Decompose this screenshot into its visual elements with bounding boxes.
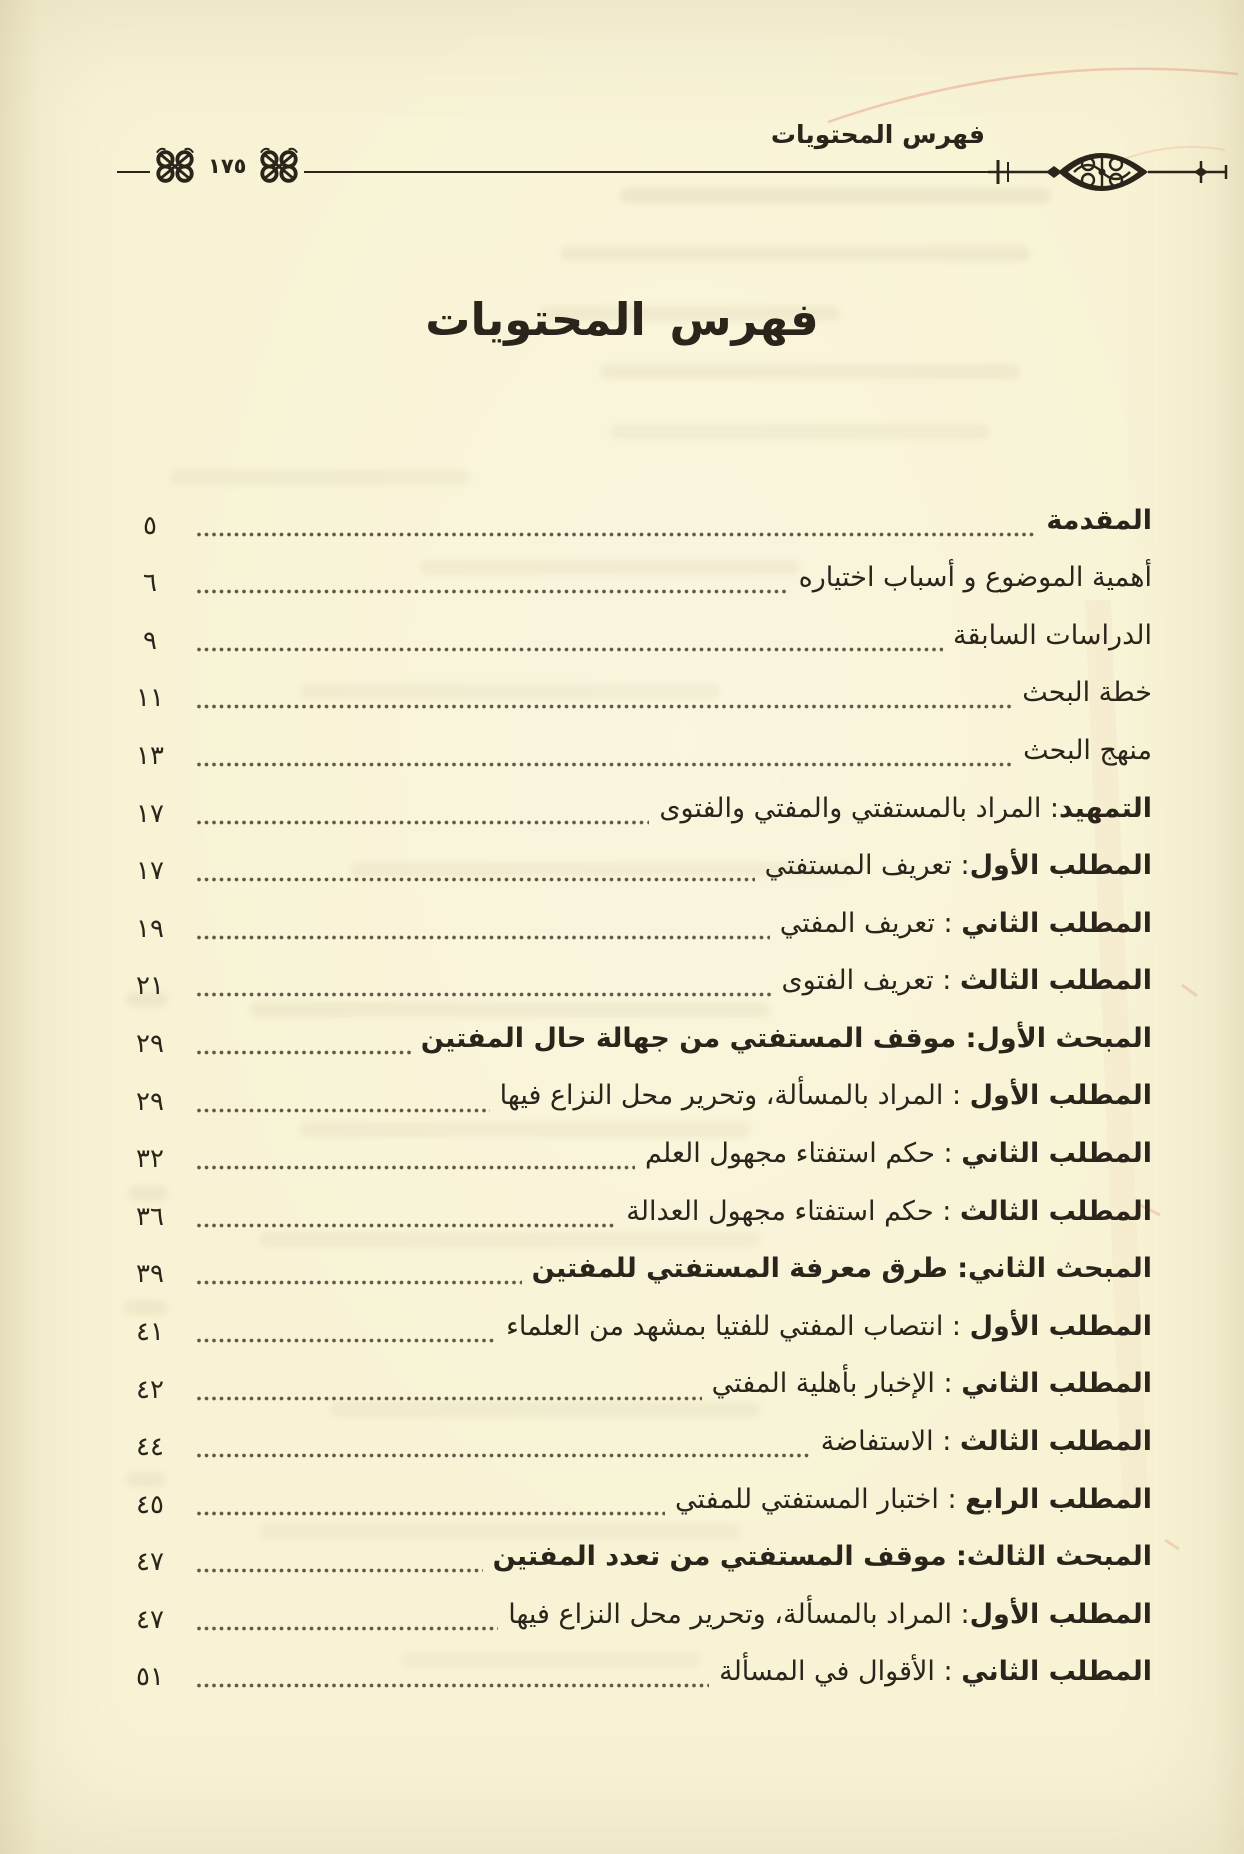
dotted-leader: [196, 1683, 709, 1688]
dotted-leader: [196, 762, 1013, 767]
toc-entry-label: المطلب الثالث: [959, 965, 1152, 997]
toc-entry-text: [675, 1484, 1152, 1529]
toc-entry-label: المقدمة: [1046, 504, 1152, 536]
toc-row: [118, 1241, 1152, 1299]
dotted-leader: [196, 1396, 702, 1401]
toc-page-title: فهرس المحتويات: [425, 293, 819, 346]
toc-row: [118, 550, 1152, 608]
toc-entry-label: المطلب الثاني: [961, 1138, 1152, 1170]
toc-row: [118, 1183, 1152, 1241]
toc-entry-text: [500, 1080, 1152, 1125]
toc-entry-page-number: ١١: [136, 683, 164, 714]
toc-entry-label: المطلب الأول: [969, 850, 1152, 882]
toc-entry-text: [712, 1368, 1152, 1413]
toc-row: [118, 1298, 1152, 1356]
toc-entry-text: [1022, 677, 1152, 722]
toc-row: [118, 780, 1152, 838]
toc-row: [118, 722, 1152, 780]
toc-entry-label: المطلب الأول: [969, 1310, 1152, 1342]
toc-entry-text: [508, 1599, 1152, 1644]
toc-row: [118, 1356, 1152, 1414]
toc-entry-text: [493, 1541, 1152, 1586]
toc-entry-rest: : المراد بالمستفتي والمفتي والفتوى: [659, 792, 1060, 824]
toc-entry-rest: : المراد بالمسألة، وتحرير محل النزاع فيها: [499, 1080, 970, 1112]
dotted-leader: [196, 704, 1012, 709]
toc-row: [118, 1644, 1152, 1702]
dotted-leader: [196, 1453, 811, 1458]
toc-row: [118, 838, 1152, 896]
toc-entry-text: [782, 965, 1152, 1010]
dotted-leader: [196, 1338, 496, 1343]
toc-entry-text: [421, 1023, 1152, 1068]
toc-entry-page-number: ٩: [143, 625, 157, 656]
dotted-leader: [196, 877, 755, 882]
toc-row: [118, 492, 1152, 550]
toc-entry-text: [626, 1196, 1152, 1241]
toc-entry-label: التمهيد: [1059, 792, 1152, 824]
toc-entry-page-number: ٥: [143, 510, 157, 541]
show-through-artifact: [600, 364, 1020, 379]
toc-entry-text: [799, 562, 1152, 607]
toc-row: [118, 953, 1152, 1011]
page-number-ornament: [150, 146, 304, 186]
toc-entry-rest: : تعريف المستفتي: [764, 850, 970, 882]
dotted-leader: [196, 1626, 498, 1631]
toc-entry-rest: منهج البحث: [1023, 734, 1152, 766]
show-through-artifact: [560, 246, 1030, 261]
toc-row: [118, 665, 1152, 723]
toc-entry-page-number: ٢٩: [136, 1028, 164, 1059]
toc-entry-rest: : تعريف المفتي: [779, 907, 962, 939]
toc-entry-text: [1023, 735, 1152, 780]
toc-entry-page-number: ٥١: [136, 1662, 164, 1693]
toc-entry-page-number: ١٣: [136, 740, 164, 771]
toc-entry-rest: خطة البحث: [1022, 677, 1152, 709]
toc-row: [118, 1414, 1152, 1472]
toc-row: [118, 1529, 1152, 1587]
header-page-number: ١٧٥: [208, 154, 247, 178]
toc-entry-text: [645, 1138, 1152, 1183]
toc-row: [118, 1126, 1152, 1184]
toc-entry-page-number: ٤٥: [136, 1489, 164, 1520]
dotted-leader: [196, 589, 789, 594]
toc-row: [118, 607, 1152, 665]
toc-entry-text: [659, 793, 1152, 838]
toc-entry-rest: : انتصاب المفتي للفتيا بمشهد من العلماء: [506, 1310, 970, 1342]
toc-entry-label: المطلب الثاني: [961, 1656, 1152, 1688]
toc-entry-rest: أهمية الموضوع و أسباب اختياره: [798, 562, 1152, 594]
dotted-leader: [196, 1511, 665, 1516]
dotted-leader: [196, 1050, 411, 1055]
show-through-artifact: [610, 424, 990, 439]
toc-entry-rest: : اختبار المستفتي للمفتي: [675, 1483, 966, 1515]
toc-entry-page-number: ٢١: [136, 971, 164, 1002]
toc-entry-page-number: ٢٩: [136, 1086, 164, 1117]
dotted-leader: [196, 1108, 490, 1113]
toc-entry-rest: : الأقوال في المسألة: [719, 1656, 962, 1688]
toc-entry-label: المطلب الثاني: [961, 907, 1152, 939]
toc-entry-text: [821, 1426, 1152, 1471]
toc-entry-page-number: ٣٦: [136, 1201, 164, 1232]
toc-entry-label: المبحث الثالث: موقف المستفتي من تعدد المفتين: [492, 1541, 1152, 1573]
dotted-leader: [196, 935, 770, 940]
running-header-title: فهرس المحتويات: [770, 120, 985, 149]
dotted-leader: [196, 1280, 522, 1285]
show-through-artifact: [170, 470, 470, 485]
toc-entry-page-number: ١٧: [136, 856, 164, 887]
toc-entry-label: المبحث الأول: موقف المستفتي من جهالة حال المفتين: [420, 1022, 1152, 1054]
toc-entry-text: [532, 1253, 1152, 1298]
knot-icon: [153, 146, 197, 186]
toc-entry-rest: : المراد بالمسألة، وتحرير محل النزاع فيها: [508, 1598, 970, 1630]
toc-entry-text: [953, 620, 1152, 665]
dotted-leader: [196, 1223, 616, 1228]
toc-entry-text: [780, 908, 1152, 953]
dotted-leader: [196, 647, 943, 652]
toc-entry-text: [719, 1656, 1152, 1701]
knot-icon: [257, 146, 301, 186]
toc-entry-page-number: ٤٤: [136, 1432, 164, 1463]
toc-entry-label: المطلب الرابع: [965, 1483, 1152, 1515]
toc-entry-label: المبحث الثاني: طرق معرفة المستفتي للمفتين: [531, 1253, 1152, 1285]
toc-list: [118, 492, 1152, 1701]
toc-entry-label: المطلب الثالث: [959, 1426, 1152, 1458]
toc-entry-page-number: ٤٢: [136, 1374, 164, 1405]
header-medallion-icon: [988, 134, 1244, 210]
toc-entry-page-number: ٤٧: [136, 1547, 164, 1578]
toc-entry-text: [1046, 505, 1152, 550]
toc-entry-label: المطلب الثاني: [961, 1368, 1152, 1400]
dotted-leader: [196, 992, 772, 997]
toc-entry-rest: : حكم استفتاء مجهول العلم: [645, 1138, 962, 1170]
toc-entry-label: المطلب الأول: [969, 1598, 1152, 1630]
toc-entry-page-number: ٦: [143, 568, 157, 599]
dotted-leader: [196, 532, 1036, 537]
dotted-leader: [196, 1165, 635, 1170]
toc-entry-rest: : تعريف الفتوى: [781, 965, 960, 997]
toc-row: [118, 1068, 1152, 1126]
toc-entry-rest: : الاستفاضة: [820, 1426, 960, 1458]
toc-entry-page-number: ٤٧: [136, 1604, 164, 1635]
toc-row: [118, 1586, 1152, 1644]
toc-entry-rest: : الإخبار بأهلية المفتي: [711, 1368, 962, 1400]
toc-entry-text: [506, 1311, 1152, 1356]
toc-entry-page-number: ١٩: [136, 913, 164, 944]
toc-entry-rest: : حكم استفتاء مجهول العدالة: [626, 1195, 960, 1227]
toc-entry-label: المطلب الثالث: [959, 1195, 1152, 1227]
toc-entry-label: المطلب الأول: [969, 1080, 1152, 1112]
show-through-artifact: [620, 188, 1050, 203]
toc-row: [118, 1471, 1152, 1529]
toc-row: [118, 1010, 1152, 1068]
dotted-leader: [196, 1568, 483, 1573]
toc-entry-text: [765, 850, 1152, 895]
dotted-leader: [196, 820, 649, 825]
toc-entry-page-number: ٣٢: [136, 1144, 164, 1175]
toc-entry-page-number: ١٧: [136, 798, 164, 829]
toc-entry-page-number: ٤١: [136, 1316, 164, 1347]
toc-entry-rest: الدراسات السابقة: [953, 619, 1152, 651]
toc-row: [118, 895, 1152, 953]
toc-entry-page-number: ٣٩: [136, 1259, 164, 1290]
